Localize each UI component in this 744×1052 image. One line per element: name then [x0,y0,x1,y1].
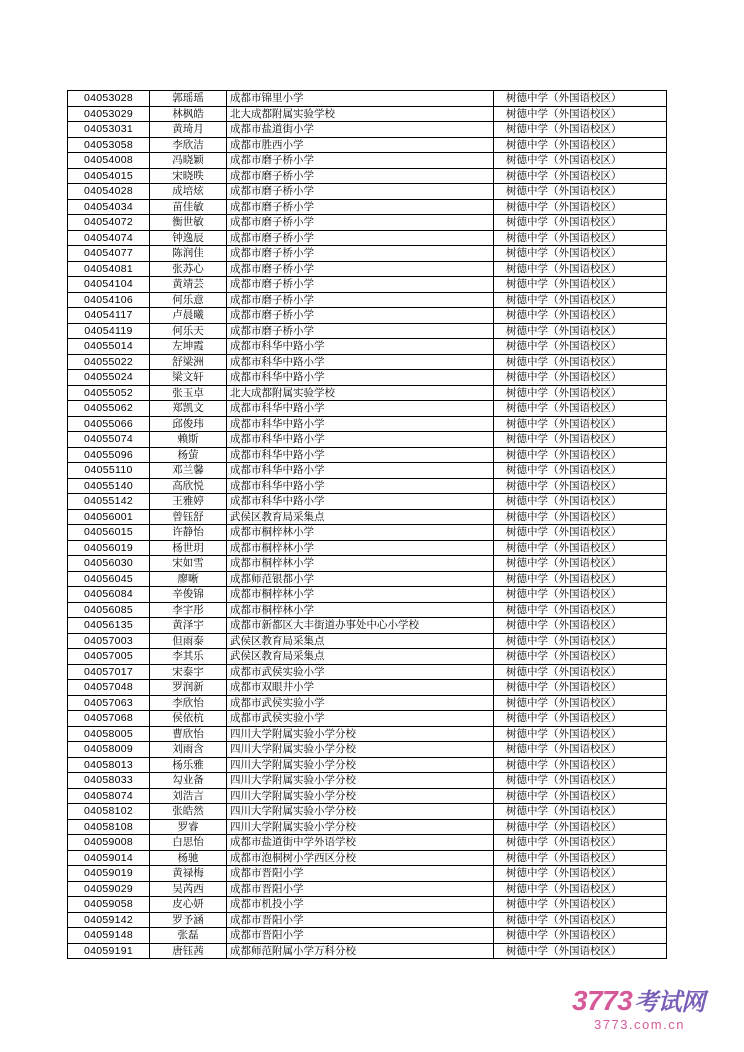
student-name-cell: 左坤霞 [150,339,227,355]
student-id-cell: 04059014 [68,850,150,866]
student-name-cell: 宋如雪 [150,556,227,572]
primary-school-cell: 成都市泡桐树小学西区分校 [227,850,494,866]
admitted-school-cell: 树德中学（外国语校区） [494,432,667,448]
primary-school-cell: 成都市盐道街小学 [227,122,494,138]
admission-table [67,90,667,959]
student-name-cell: 苗佳敏 [150,199,227,215]
primary-school-cell: 北大成都附属实验学校 [227,385,494,401]
primary-school-cell: 成都市磨子桥小学 [227,153,494,169]
table-row [68,819,667,835]
table-row [68,881,667,897]
student-name-cell: 李其乐 [150,649,227,665]
table-row [68,509,667,525]
watermark-logo-number: 3773 [572,985,633,1016]
student-id-cell: 04058009 [68,742,150,758]
table-row [68,230,667,246]
primary-school-cell: 成都市胜西小学 [227,137,494,153]
admitted-school-cell: 树德中学（外国语校区） [494,742,667,758]
student-id-cell: 04059191 [68,943,150,959]
table-row [68,866,667,882]
student-id-cell: 04054015 [68,168,150,184]
admitted-school-cell: 树德中学（外国语校区） [494,804,667,820]
table-row [68,928,667,944]
admitted-school-cell: 树德中学（外国语校区） [494,788,667,804]
table-row [68,664,667,680]
student-name-cell: 郭瑶瑶 [150,91,227,107]
student-id-cell: 04056085 [68,602,150,618]
table-row [68,835,667,851]
student-name-cell: 高欣悦 [150,478,227,494]
primary-school-cell: 成都市磨子桥小学 [227,246,494,262]
primary-school-cell: 成都市桐梓林小学 [227,602,494,618]
admitted-school-cell: 树德中学（外国语校区） [494,463,667,479]
primary-school-cell: 成都市磨子桥小学 [227,308,494,324]
student-id-cell: 04054077 [68,246,150,262]
student-id-cell: 04055062 [68,401,150,417]
primary-school-cell: 四川大学附属实验小学分校 [227,757,494,773]
student-id-cell: 04056135 [68,618,150,634]
student-id-cell: 04055022 [68,354,150,370]
primary-school-cell: 成都市科华中路小学 [227,354,494,370]
watermark-logo [572,986,705,1018]
student-id-cell: 04058005 [68,726,150,742]
primary-school-cell: 成都师范附属小学万科分校 [227,943,494,959]
table-row [68,943,667,959]
student-id-cell: 04055142 [68,494,150,510]
table-row [68,463,667,479]
student-name-cell: 罗睿 [150,819,227,835]
table-row [68,494,667,510]
table-row [68,711,667,727]
student-id-cell: 04055024 [68,370,150,386]
primary-school-cell: 成都师范银都小学 [227,571,494,587]
admitted-school-cell: 树德中学（外国语校区） [494,261,667,277]
student-name-cell: 侯依杭 [150,711,227,727]
admitted-school-cell: 树德中学（外国语校区） [494,695,667,711]
admitted-school-cell: 树德中学（外国语校区） [494,726,667,742]
primary-school-cell: 四川大学附属实验小学分校 [227,742,494,758]
primary-school-cell: 四川大学附属实验小学分校 [227,788,494,804]
table-row [68,199,667,215]
watermark-url: 3773.com.cn [594,1017,685,1032]
table-row [68,385,667,401]
student-name-cell: 赖斯 [150,432,227,448]
admitted-school-cell: 树德中学（外国语校区） [494,215,667,231]
table-row [68,897,667,913]
student-name-cell: 成培炫 [150,184,227,200]
student-name-cell: 梁文轩 [150,370,227,386]
student-id-cell: 04055110 [68,463,150,479]
admitted-school-cell: 树德中学（外国语校区） [494,819,667,835]
student-id-cell: 04057003 [68,633,150,649]
primary-school-cell: 成都市桐梓林小学 [227,587,494,603]
admitted-school-cell: 树德中学（外国语校区） [494,602,667,618]
student-name-cell: 黄琦月 [150,122,227,138]
primary-school-cell: 成都市磨子桥小学 [227,323,494,339]
table-row [68,432,667,448]
table-row [68,277,667,293]
primary-school-cell: 成都市科华中路小学 [227,478,494,494]
table-row [68,370,667,386]
primary-school-cell: 成都市科华中路小学 [227,416,494,432]
admitted-school-cell: 树德中学（外国语校区） [494,618,667,634]
student-id-cell: 04059058 [68,897,150,913]
table-row [68,726,667,742]
student-id-cell: 04055096 [68,447,150,463]
student-id-cell: 04053058 [68,137,150,153]
primary-school-cell: 成都市盐道街中学外语学校 [227,835,494,851]
admitted-school-cell: 树德中学（外国语校区） [494,928,667,944]
student-id-cell: 04054081 [68,261,150,277]
primary-school-cell: 成都市磨子桥小学 [227,184,494,200]
student-name-cell: 林枫皓 [150,106,227,122]
student-name-cell: 张玉卓 [150,385,227,401]
student-name-cell: 勾业备 [150,773,227,789]
student-id-cell: 04057017 [68,664,150,680]
table-row [68,153,667,169]
primary-school-cell: 成都市磨子桥小学 [227,199,494,215]
admitted-school-cell: 树德中学（外国语校区） [494,416,667,432]
student-name-cell: 皮心妍 [150,897,227,913]
admitted-school-cell: 树德中学（外国语校区） [494,323,667,339]
student-id-cell: 04058013 [68,757,150,773]
table-row [68,773,667,789]
primary-school-cell: 成都市科华中路小学 [227,463,494,479]
primary-school-cell: 成都市磨子桥小学 [227,277,494,293]
table-row [68,261,667,277]
admitted-school-cell: 树德中学（外国语校区） [494,897,667,913]
primary-school-cell: 四川大学附属实验小学分校 [227,819,494,835]
primary-school-cell: 武侯区教育局采集点 [227,633,494,649]
student-name-cell: 杨驰 [150,850,227,866]
site-watermark [572,986,732,1034]
student-id-cell: 04059142 [68,912,150,928]
table-row [68,633,667,649]
primary-school-cell: 成都市双眼井小学 [227,680,494,696]
table-row [68,757,667,773]
admitted-school-cell: 树德中学（外国语校区） [494,246,667,262]
student-id-cell: 04056019 [68,540,150,556]
student-name-cell: 黄禄梅 [150,866,227,882]
student-id-cell: 04057048 [68,680,150,696]
student-name-cell: 宋晓昳 [150,168,227,184]
primary-school-cell: 成都市机投小学 [227,897,494,913]
student-name-cell: 李宇彤 [150,602,227,618]
admitted-school-cell: 树德中学（外国语校区） [494,292,667,308]
table-row [68,478,667,494]
student-id-cell: 04058074 [68,788,150,804]
admitted-school-cell: 树德中学（外国语校区） [494,494,667,510]
student-id-cell: 04058108 [68,819,150,835]
student-name-cell: 李欣怡 [150,695,227,711]
admitted-school-cell: 树德中学（外国语校区） [494,308,667,324]
primary-school-cell: 成都市武侯实验小学 [227,711,494,727]
admitted-school-cell: 树德中学（外国语校区） [494,478,667,494]
admitted-school-cell: 树德中学（外国语校区） [494,571,667,587]
admitted-school-cell: 树德中学（外国语校区） [494,153,667,169]
admitted-school-cell: 树德中学（外国语校区） [494,401,667,417]
student-name-cell: 张皓然 [150,804,227,820]
table-row [68,416,667,432]
student-id-cell: 04055052 [68,385,150,401]
admitted-school-cell: 树德中学（外国语校区） [494,137,667,153]
table-body [68,91,667,959]
primary-school-cell: 成都市科华中路小学 [227,447,494,463]
table-row [68,339,667,355]
table-row [68,106,667,122]
primary-school-cell: 成都市科华中路小学 [227,339,494,355]
primary-school-cell: 成都市桐梓林小学 [227,525,494,541]
primary-school-cell: 成都市科华中路小学 [227,494,494,510]
table-row [68,571,667,587]
admitted-school-cell: 树德中学（外国语校区） [494,122,667,138]
admitted-school-cell: 树德中学（外国语校区） [494,370,667,386]
student-name-cell: 吴芮西 [150,881,227,897]
table-row [68,602,667,618]
student-id-cell: 04053029 [68,106,150,122]
student-name-cell: 郑凯文 [150,401,227,417]
admitted-school-cell: 树德中学（外国语校区） [494,277,667,293]
table-row [68,912,667,928]
primary-school-cell: 成都市桐梓林小学 [227,540,494,556]
student-name-cell: 舒梁洲 [150,354,227,370]
admitted-school-cell: 树德中学（外国语校区） [494,757,667,773]
admitted-school-cell: 树德中学（外国语校区） [494,385,667,401]
admitted-school-cell: 树德中学（外国语校区） [494,866,667,882]
primary-school-cell: 四川大学附属实验小学分校 [227,773,494,789]
table-row [68,618,667,634]
student-id-cell: 04059019 [68,866,150,882]
student-id-cell: 04054117 [68,308,150,324]
student-id-cell: 04054119 [68,323,150,339]
table-row [68,292,667,308]
primary-school-cell: 四川大学附属实验小学分校 [227,804,494,820]
primary-school-cell: 成都市科华中路小学 [227,401,494,417]
admitted-school-cell: 树德中学（外国语校区） [494,509,667,525]
student-id-cell: 04054072 [68,215,150,231]
table-row [68,354,667,370]
student-id-cell: 04054104 [68,277,150,293]
student-name-cell: 卢晨曦 [150,308,227,324]
student-name-cell: 钟逸辰 [150,230,227,246]
student-name-cell: 曾钰舒 [150,509,227,525]
student-id-cell: 04054074 [68,230,150,246]
student-name-cell: 何乐天 [150,323,227,339]
admitted-school-cell: 树德中学（外国语校区） [494,773,667,789]
table-row [68,587,667,603]
table-row [68,556,667,572]
admitted-school-cell: 树德中学（外国语校区） [494,633,667,649]
table-row [68,525,667,541]
admitted-school-cell: 树德中学（外国语校区） [494,850,667,866]
primary-school-cell: 成都市新都区大丰街道办事处中心小学校 [227,618,494,634]
watermark-logo-text: 考试网 [634,989,705,1016]
admitted-school-cell: 树德中学（外国语校区） [494,91,667,107]
table-row [68,323,667,339]
admitted-school-cell: 树德中学（外国语校区） [494,525,667,541]
primary-school-cell: 成都市晋阳小学 [227,881,494,897]
student-name-cell: 王雅婷 [150,494,227,510]
student-id-cell: 04057063 [68,695,150,711]
admitted-school-cell: 树德中学（外国语校区） [494,447,667,463]
student-name-cell: 杨乐雅 [150,757,227,773]
admitted-school-cell: 树德中学（外国语校区） [494,881,667,897]
student-id-cell: 04056084 [68,587,150,603]
student-id-cell: 04057068 [68,711,150,727]
table-row [68,695,667,711]
student-id-cell: 04054008 [68,153,150,169]
admitted-school-cell: 树德中学（外国语校区） [494,587,667,603]
student-name-cell: 廖晰 [150,571,227,587]
student-name-cell: 黄靖芸 [150,277,227,293]
primary-school-cell: 成都市磨子桥小学 [227,292,494,308]
primary-school-cell: 成都市晋阳小学 [227,928,494,944]
table-row [68,122,667,138]
student-name-cell: 杨世玥 [150,540,227,556]
admitted-school-cell: 树德中学（外国语校区） [494,556,667,572]
primary-school-cell: 四川大学附属实验小学分校 [227,726,494,742]
student-name-cell: 刘雨含 [150,742,227,758]
student-id-cell: 04058033 [68,773,150,789]
table-row [68,308,667,324]
student-id-cell: 04053028 [68,91,150,107]
admitted-school-cell: 树德中学（外国语校区） [494,912,667,928]
primary-school-cell: 武侯区教育局采集点 [227,649,494,665]
student-id-cell: 04055014 [68,339,150,355]
student-id-cell: 04054106 [68,292,150,308]
student-id-cell: 04055140 [68,478,150,494]
admitted-school-cell: 树德中学（外国语校区） [494,680,667,696]
student-id-cell: 04059029 [68,881,150,897]
student-id-cell: 04055066 [68,416,150,432]
student-id-cell: 04055074 [68,432,150,448]
table-row [68,850,667,866]
table-row [68,91,667,107]
student-name-cell: 许静怡 [150,525,227,541]
admitted-school-cell: 树德中学（外国语校区） [494,184,667,200]
student-name-cell: 罗予涵 [150,912,227,928]
student-name-cell: 刘浩言 [150,788,227,804]
primary-school-cell: 成都市磨子桥小学 [227,215,494,231]
table-row [68,804,667,820]
student-name-cell: 陈润佳 [150,246,227,262]
student-name-cell: 但雨泰 [150,633,227,649]
table-row [68,246,667,262]
table-row [68,649,667,665]
student-name-cell: 邱俊玮 [150,416,227,432]
table-row [68,184,667,200]
table-row [68,137,667,153]
primary-school-cell: 成都市磨子桥小学 [227,168,494,184]
student-name-cell: 衡世敏 [150,215,227,231]
table-row [68,540,667,556]
student-name-cell: 辛俊锦 [150,587,227,603]
student-name-cell: 何乐意 [150,292,227,308]
table-row [68,447,667,463]
admitted-school-cell: 树德中学（外国语校区） [494,230,667,246]
student-name-cell: 冯晓颖 [150,153,227,169]
student-name-cell: 杨萤 [150,447,227,463]
student-name-cell: 罗润新 [150,680,227,696]
student-name-cell: 张苏心 [150,261,227,277]
admitted-school-cell: 树德中学（外国语校区） [494,711,667,727]
student-id-cell: 04056001 [68,509,150,525]
student-id-cell: 04059148 [68,928,150,944]
admitted-school-cell: 树德中学（外国语校区） [494,168,667,184]
admitted-school-cell: 树德中学（外国语校区） [494,106,667,122]
table-row [68,788,667,804]
table-row [68,680,667,696]
primary-school-cell: 成都市锦里小学 [227,91,494,107]
student-id-cell: 04059008 [68,835,150,851]
admitted-school-cell: 树德中学（外国语校区） [494,943,667,959]
student-name-cell: 张磊 [150,928,227,944]
admitted-school-cell: 树德中学（外国语校区） [494,835,667,851]
table-row [68,168,667,184]
admitted-school-cell: 树德中学（外国语校区） [494,354,667,370]
admitted-school-cell: 树德中学（外国语校区） [494,664,667,680]
primary-school-cell: 成都市科华中路小学 [227,432,494,448]
student-id-cell: 04056030 [68,556,150,572]
primary-school-cell: 成都市科华中路小学 [227,370,494,386]
primary-school-cell: 成都市晋阳小学 [227,866,494,882]
student-name-cell: 曹欣怡 [150,726,227,742]
table-row [68,401,667,417]
student-id-cell: 04058102 [68,804,150,820]
primary-school-cell: 成都市磨子桥小学 [227,261,494,277]
primary-school-cell: 成都市武侯实验小学 [227,664,494,680]
primary-school-cell: 武侯区教育局采集点 [227,509,494,525]
student-id-cell: 04057005 [68,649,150,665]
admitted-school-cell: 树德中学（外国语校区） [494,649,667,665]
student-name-cell: 邓兰馨 [150,463,227,479]
primary-school-cell: 成都市桐梓林小学 [227,556,494,572]
student-id-cell: 04056015 [68,525,150,541]
table-row [68,742,667,758]
student-name-cell: 唐钰茜 [150,943,227,959]
student-id-cell: 04054034 [68,199,150,215]
table-row [68,215,667,231]
student-id-cell: 04056045 [68,571,150,587]
student-id-cell: 04053031 [68,122,150,138]
student-name-cell: 李欣洁 [150,137,227,153]
student-name-cell: 白思怡 [150,835,227,851]
primary-school-cell: 成都市武侯实验小学 [227,695,494,711]
primary-school-cell: 北大成都附属实验学校 [227,106,494,122]
admitted-school-cell: 树德中学（外国语校区） [494,339,667,355]
admitted-school-cell: 树德中学（外国语校区） [494,199,667,215]
primary-school-cell: 成都市晋阳小学 [227,912,494,928]
student-name-cell: 黄泽宇 [150,618,227,634]
primary-school-cell: 成都市磨子桥小学 [227,230,494,246]
student-id-cell: 04054028 [68,184,150,200]
student-name-cell: 宋泰宇 [150,664,227,680]
admitted-school-cell: 树德中学（外国语校区） [494,540,667,556]
